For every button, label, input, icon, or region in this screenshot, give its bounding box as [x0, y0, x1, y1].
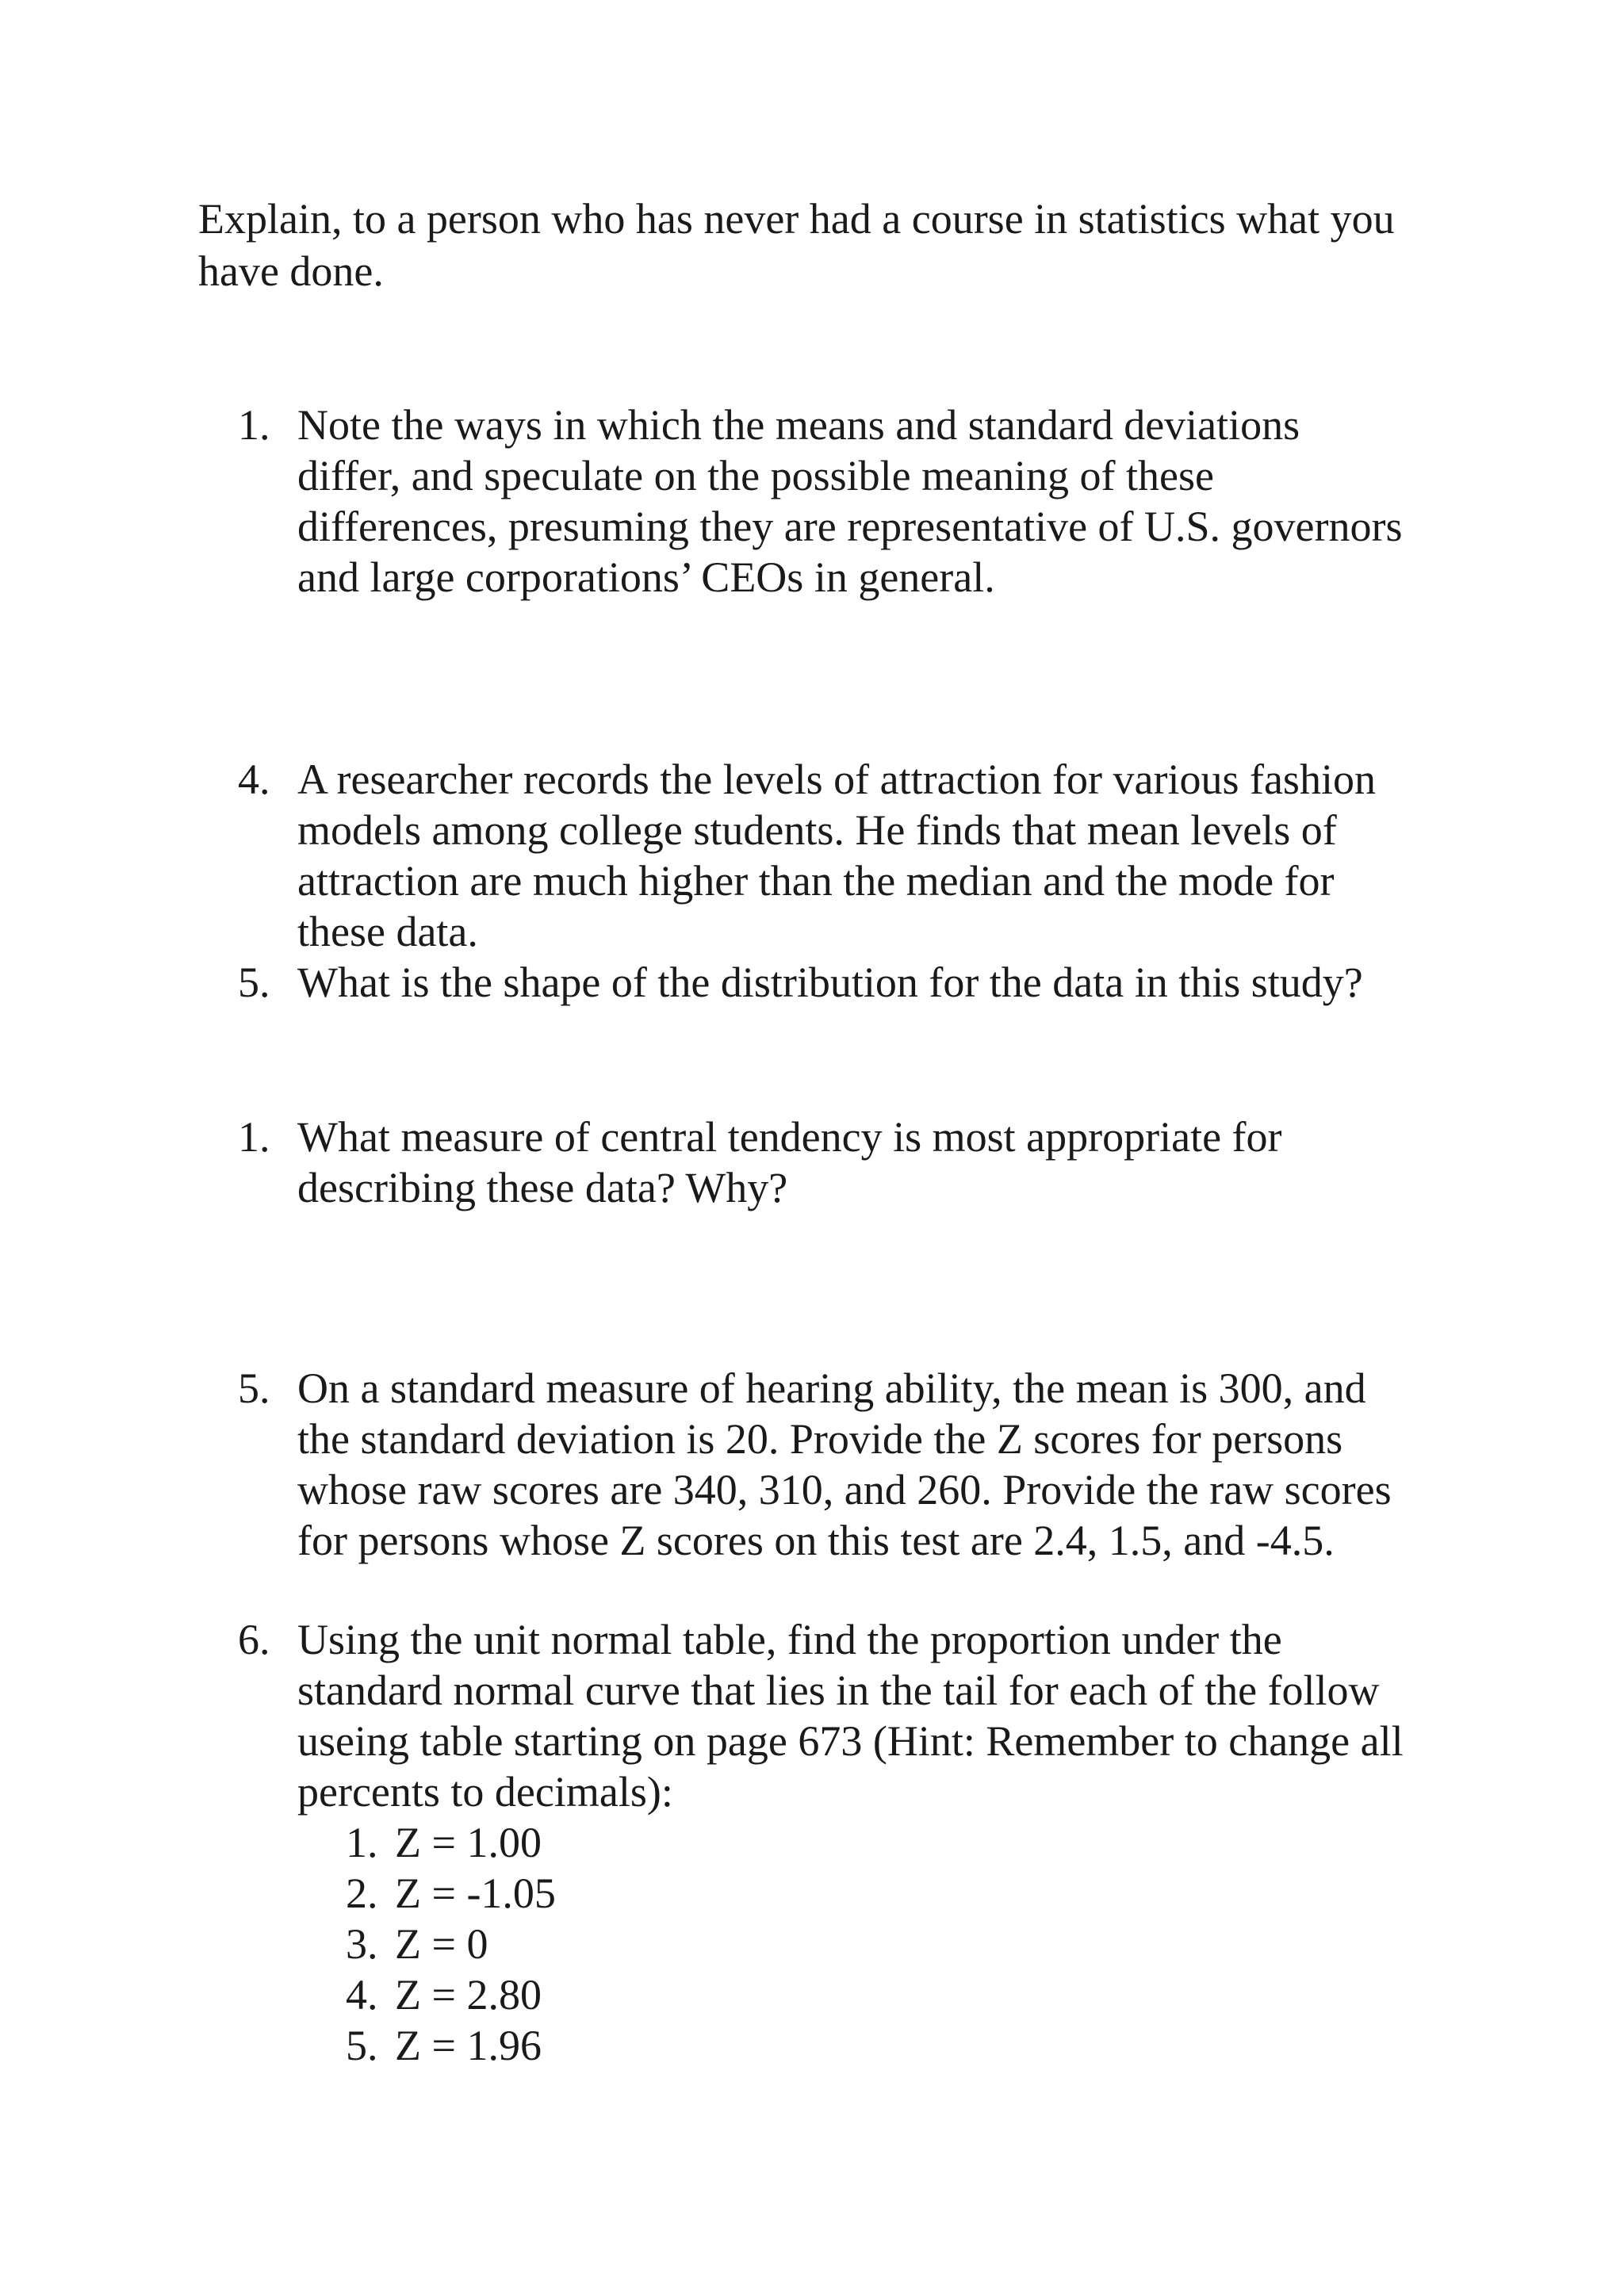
list-item — [238, 754, 1459, 957]
item-text: What is the shape of the distribution for the data in this study? — [297, 959, 1363, 1006]
item-text: A researcher records the levels of attraction for various fashion models among college students. He finds that mean levels of attraction are much higher than the median and the mode for these data. — [297, 756, 1376, 955]
sub-item-number: 3. — [346, 1920, 378, 1968]
list-item — [238, 1614, 1459, 1817]
sub-item-text: Z = 0 — [395, 1920, 488, 1968]
item-text: Note the ways in which the means and standard deviations differ, and speculate on the possible meaning of these differences, presuming they are representative of U.S. governors and large corporations’ CEOs in general. — [297, 401, 1403, 601]
sub-list-item — [346, 1919, 488, 1969]
list-item — [238, 1363, 1459, 1566]
item-number: 5. — [238, 959, 270, 1006]
item-number: 5. — [238, 1364, 270, 1412]
item-number: 6. — [238, 1616, 270, 1663]
sub-list-item — [346, 1817, 542, 1868]
sub-item-text: Z = -1.05 — [395, 1869, 556, 1917]
item-text: What measure of central tendency is most appropriate for describing these data? Why? — [297, 1113, 1282, 1211]
item-text: Using the unit normal table, find the proportion under the standard normal curve that lies in the tail for each of the follow useing table starting on page 673 (Hint: Remember to change all percents to decimals): — [297, 1616, 1404, 1816]
intro-paragraph: Explain, to a person who has never had a course in statistics what you have done. — [198, 195, 1395, 295]
sub-item-number: 2. — [346, 1869, 378, 1917]
item-number: 1. — [238, 401, 270, 449]
list-item — [238, 1112, 1459, 1213]
item-number: 1. — [238, 1113, 270, 1161]
list-item — [238, 957, 1459, 1008]
item-number: 4. — [238, 756, 270, 803]
sub-item-text: Z = 1.00 — [395, 1819, 542, 1866]
sub-list-item — [346, 2020, 542, 2071]
item-text: On a standard measure of hearing ability, the mean is 300, and the standard deviation is 20. Provide the Z scores for persons whose raw scores are 340, 310, and 260. Provide the raw scores for persons whose Z scores on this test are 2.4, 1.5, and -4.5. — [297, 1364, 1392, 1564]
sub-item-number: 4. — [346, 1971, 378, 2019]
sub-list-item — [346, 1969, 542, 2020]
sub-item-text: Z = 1.96 — [395, 2022, 542, 2069]
sub-item-number: 5. — [346, 2022, 378, 2069]
list-item — [238, 400, 1459, 603]
sub-item-text: Z = 2.80 — [395, 1971, 542, 2019]
sub-item-number: 1. — [346, 1819, 378, 1866]
sub-list-item — [346, 1868, 556, 1919]
